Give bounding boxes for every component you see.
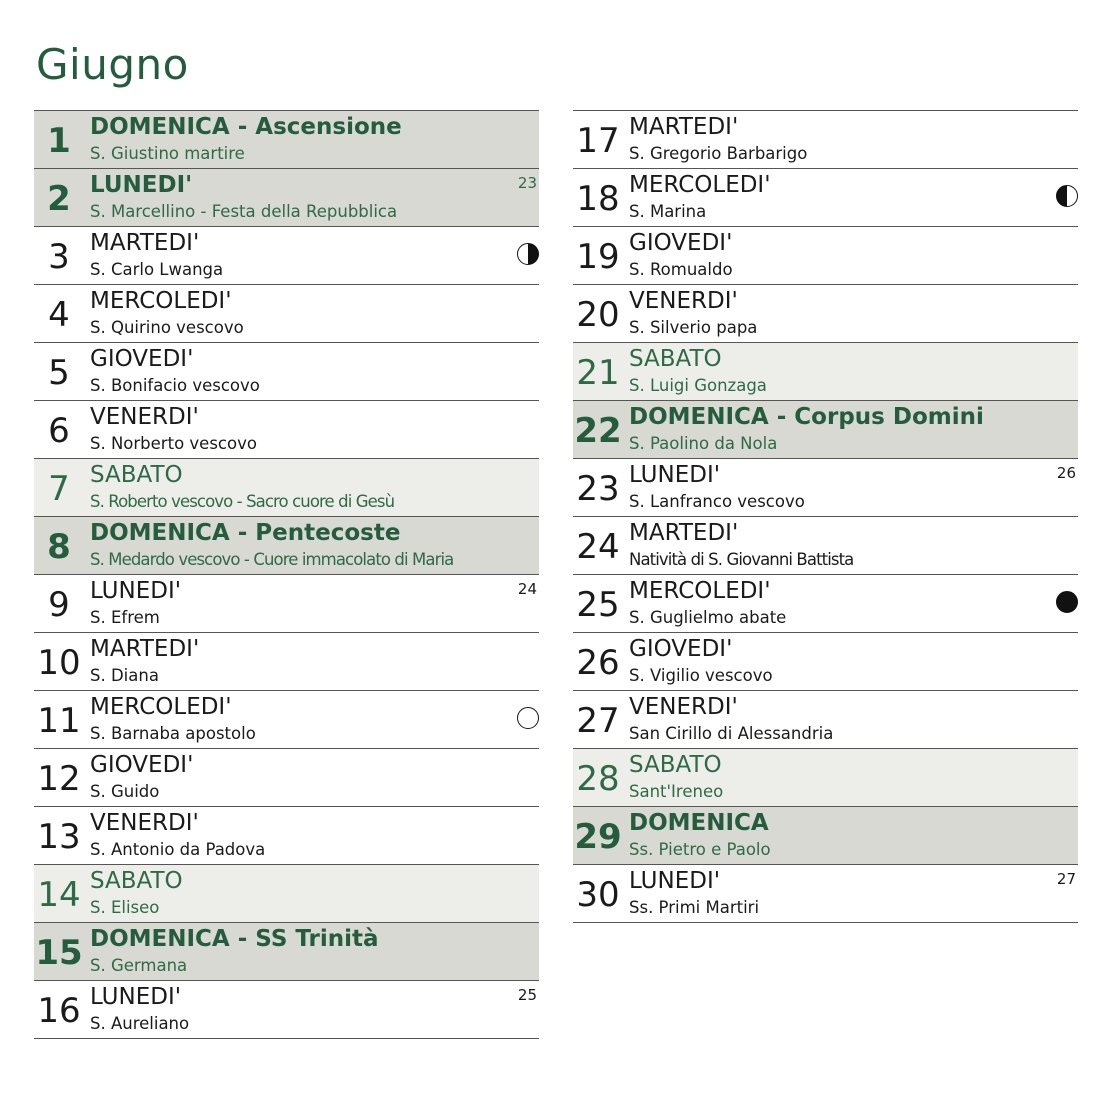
day-number: 20 [576, 295, 620, 335]
day-row-25 [573, 575, 1078, 633]
saint-name: S. Diana [90, 666, 159, 685]
weekday-name: MARTEDI' [90, 636, 200, 662]
day-number: 2 [47, 179, 71, 219]
weekday-name: DOMENICA [629, 810, 769, 836]
day-number: 8 [47, 527, 71, 567]
day-number: 24 [576, 527, 620, 567]
day-row-1 [34, 111, 539, 169]
day-row-18 [573, 169, 1078, 227]
weekday-name: LUNEDI' [90, 984, 182, 1010]
weekday-name: MARTEDI' [90, 230, 200, 256]
saint-name: S. Guglielmo abate [629, 608, 787, 627]
weekday-name: LUNEDI' [629, 868, 721, 894]
day-row-17 [573, 111, 1078, 169]
day-row-24 [573, 517, 1078, 575]
saint-name: S. Silverio papa [629, 318, 758, 337]
weekday-name: LUNEDI' [629, 462, 721, 488]
weekday-name: DOMENICA - SS Trinità [90, 926, 379, 952]
week-number: 27 [1056, 870, 1076, 888]
saint-name: S. Paolino da Nola [629, 434, 778, 453]
day-row-3 [34, 227, 539, 285]
week-number: 26 [1056, 464, 1076, 482]
day-number: 19 [576, 237, 620, 277]
day-number: 23 [576, 469, 620, 509]
saint-name: S. Aureliano [90, 1014, 190, 1033]
day-row-23 [573, 459, 1078, 517]
day-row-28 [573, 749, 1078, 807]
day-row-12 [34, 749, 539, 807]
day-row-8 [34, 517, 539, 575]
day-row-7 [34, 459, 539, 517]
day-row-21 [573, 343, 1078, 401]
weekday-name: MARTEDI' [629, 114, 739, 140]
day-row-30 [573, 865, 1078, 923]
weekday-name: DOMENICA - Corpus Domini [629, 404, 984, 430]
weekday-name: MERCOLEDI' [629, 578, 771, 604]
saint-name: S. Marina [629, 202, 707, 221]
weekday-name: LUNEDI' [90, 578, 182, 604]
saint-name: S. Gregorio Barbarigo [629, 144, 808, 163]
day-number: 18 [576, 179, 620, 219]
calendar-column-right [573, 110, 1078, 923]
saint-name: S. Luigi Gonzaga [629, 376, 767, 395]
saint-name: S. Barnaba apostolo [90, 724, 256, 743]
day-number: 15 [35, 933, 83, 973]
day-number: 5 [48, 353, 70, 393]
weekday-name: GIOVEDI' [90, 346, 194, 372]
weekday-name: GIOVEDI' [90, 752, 194, 778]
saint-name: S. Quirino vescovo [90, 318, 244, 337]
last-quarter-moon-icon [1056, 185, 1078, 207]
week-number: 24 [517, 580, 537, 598]
day-number: 21 [576, 353, 620, 393]
saint-name: S. Lanfranco vescovo [629, 492, 805, 511]
saint-name: S. Marcellino - Festa della Repubblica [90, 202, 398, 221]
saint-name: S. Germana [90, 956, 188, 975]
day-number: 10 [37, 643, 81, 683]
day-number: 14 [37, 875, 81, 915]
month-title: Giugno [36, 40, 189, 89]
weekday-name: LUNEDI' [90, 172, 193, 198]
weekday-name: DOMENICA - Ascensione [90, 114, 402, 140]
saint-name: S. Vigilio vescovo [629, 666, 773, 685]
weekday-name: VENERDI' [90, 810, 199, 836]
day-number: 13 [37, 817, 81, 857]
day-number: 1 [47, 121, 71, 161]
day-number: 3 [48, 237, 70, 277]
day-row-22 [573, 401, 1078, 459]
day-row-5 [34, 343, 539, 401]
weekday-name: GIOVEDI' [629, 636, 733, 662]
saint-name: S. Guido [90, 782, 160, 801]
day-row-11 [34, 691, 539, 749]
weekday-name: VENERDI' [629, 694, 738, 720]
saint-name: S. Bonifacio vescovo [90, 376, 260, 395]
saint-name: S. Antonio da Padova [90, 840, 266, 859]
day-row-6 [34, 401, 539, 459]
day-row-4 [34, 285, 539, 343]
day-row-13 [34, 807, 539, 865]
full-moon-icon [517, 707, 539, 729]
saint-name: S. Giustino martire [90, 144, 245, 163]
day-number: 12 [37, 759, 81, 799]
saint-name: S. Roberto vescovo - Sacro cuore di Gesù [90, 492, 395, 511]
new-moon-icon [1056, 591, 1078, 613]
day-row-29 [573, 807, 1078, 865]
day-number: 16 [37, 991, 81, 1031]
weekday-name: GIOVEDI' [629, 230, 733, 256]
day-row-15 [34, 923, 539, 981]
day-number: 9 [48, 585, 70, 625]
day-number: 29 [574, 817, 622, 857]
day-row-2 [34, 169, 539, 227]
day-number: 30 [576, 875, 620, 915]
day-number: 26 [576, 643, 620, 683]
day-row-14 [34, 865, 539, 923]
day-number: 28 [576, 759, 620, 799]
saint-name: San Cirillo di Alessandria [629, 724, 834, 743]
weekday-name: MARTEDI' [629, 520, 739, 546]
day-number: 17 [576, 121, 620, 161]
day-row-27 [573, 691, 1078, 749]
day-number: 7 [48, 469, 70, 509]
day-number: 22 [574, 411, 622, 451]
saint-name: S. Norberto vescovo [90, 434, 257, 453]
saint-name: Sant'Ireneo [629, 782, 724, 801]
weekday-name: VENERDI' [629, 288, 738, 314]
weekday-name: DOMENICA - Pentecoste [90, 520, 401, 546]
weekday-name: SABATO [90, 462, 183, 488]
day-number: 4 [48, 295, 70, 335]
saint-name: S. Carlo Lwanga [90, 260, 224, 279]
day-row-19 [573, 227, 1078, 285]
week-number: 23 [517, 174, 537, 192]
saint-name: Natività di S. Giovanni Battista [629, 550, 854, 569]
day-row-9 [34, 575, 539, 633]
saint-name: Ss. Primi Martiri [629, 898, 760, 917]
weekday-name: SABATO [629, 752, 722, 778]
saint-name: S. Efrem [90, 608, 160, 627]
saint-name: S. Romualdo [629, 260, 733, 279]
saint-name: S. Medardo vescovo - Cuore immacolato di Maria [90, 550, 454, 569]
calendar-column-left [34, 110, 539, 1039]
day-row-16 [34, 981, 539, 1039]
day-number: 25 [576, 585, 620, 625]
day-row-26 [573, 633, 1078, 691]
weekday-name: SABATO [629, 346, 722, 372]
day-row-10 [34, 633, 539, 691]
weekday-name: SABATO [90, 868, 183, 894]
week-number: 25 [517, 986, 537, 1004]
weekday-name: MERCOLEDI' [90, 288, 232, 314]
day-number: 6 [48, 411, 70, 451]
day-number: 11 [37, 701, 81, 741]
first-quarter-moon-icon [517, 243, 539, 265]
day-number: 27 [576, 701, 620, 741]
day-row-20 [573, 285, 1078, 343]
weekday-name: VENERDI' [90, 404, 199, 430]
saint-name: Ss. Pietro e Paolo [629, 840, 771, 859]
weekday-name: MERCOLEDI' [90, 694, 232, 720]
weekday-name: MERCOLEDI' [629, 172, 771, 198]
saint-name: S. Eliseo [90, 898, 160, 917]
